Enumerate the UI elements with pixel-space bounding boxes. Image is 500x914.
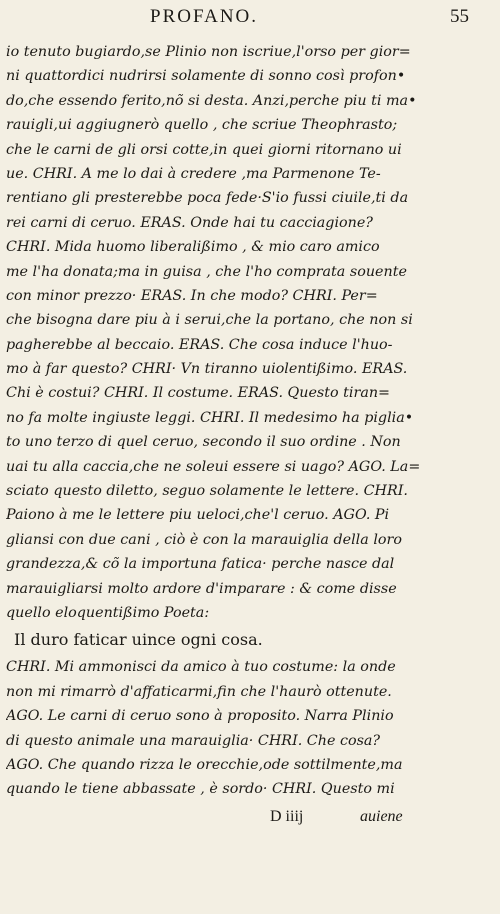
catchword: auiene bbox=[360, 808, 403, 825]
text-line: rauigli,ui aggiugnerò quello , che scriue Theophrasto; bbox=[6, 117, 398, 134]
verse-line: Il duro faticar uince ogni cosa. bbox=[14, 630, 263, 650]
text-line: che le carni de gli orsi cotte,in quei giorni ritornano ui bbox=[6, 141, 402, 158]
text-line: to uno terzo di quel ceruo, secondo il suo ordine . Non bbox=[6, 434, 401, 451]
text-line: io tenuto bugiardo,se Plinio non iscriue,l'orso per gior= bbox=[6, 44, 411, 60]
text-line: AGO. Che quando rizza le orecchie,ode sottilmente,ma bbox=[6, 756, 403, 773]
text-line: no fa molte ingiuste leggi. CHRI. Il medesimo ha piglia• bbox=[6, 409, 414, 426]
text-line: sciato questo diletto, seguo solamente le lettere. CHRI. bbox=[6, 483, 408, 500]
text-line: grandezza,& cõ la importuna fatica· perche nasce dal bbox=[6, 556, 395, 573]
running-head bbox=[0, 6, 500, 32]
text-line: pagherebbe al beccaio. ERAS. Che cosa induce l'huo- bbox=[6, 336, 393, 353]
text-line: do,che essendo ferito,nõ si desta. Anzi,perche piu ti ma• bbox=[6, 92, 417, 109]
text-line: CHRI. Mi ammonisci da amico à tuo costume: la onde bbox=[6, 659, 396, 676]
text-line: con minor prezzo· ERAS. In che modo? CHRI. Per= bbox=[6, 287, 378, 304]
text-line: Chi è costui? CHRI. Il costume. ERAS. Questo tiran= bbox=[6, 385, 391, 402]
text-line: rentiano gli presterebbe poca fede·S'io fussi ciuile,ti da bbox=[6, 190, 409, 207]
text-line: AGO. Le carni di ceruo sono à proposito. Narra Plinio bbox=[6, 708, 394, 725]
text-line: ni quattordici nudrirsi solamente di sonno così profon• bbox=[6, 68, 406, 85]
text-line: mo à far questo? CHRI· Vn tiranno uiolentißimo. ERAS. bbox=[6, 361, 408, 378]
running-title: PROFANO. bbox=[150, 6, 259, 27]
body-text bbox=[6, 40, 438, 802]
text-line: uai tu alla caccia,che ne soleui essere si uago? AGO. La= bbox=[6, 458, 421, 475]
text-line: di questo animale una marauiglia· CHRI. Che cosa? bbox=[6, 732, 381, 749]
text-line: che bisogna dare piu à i serui,che la portano, che non si bbox=[6, 312, 413, 329]
text-line: ue. CHRI. A me lo dai à credere ,ma Parmenone Te- bbox=[6, 165, 381, 182]
text-line: me l'ha donata;ma in guisa , che l'ho comprata souente bbox=[6, 263, 407, 280]
text-line: quando le tiene abbassate , è sordo· CHRI. Questo mi bbox=[6, 781, 395, 798]
text-line: rei carni di ceruo. ERAS. Onde hai tu cacciagione? bbox=[6, 214, 373, 231]
page-number: 55 bbox=[450, 6, 469, 27]
text-line: CHRI. Mida huomo liberalißimo , & mio caro amico bbox=[6, 239, 380, 256]
text-line: marauigliarsi molto ardore d'imparare : & come disse bbox=[6, 580, 397, 597]
signature-mark: D iiij bbox=[270, 808, 304, 825]
text-line: non mi rimarrò d'affaticarmi,fin che l'haurò ottenute. bbox=[6, 683, 392, 700]
text-line: quello eloquentißimo Poeta: bbox=[6, 604, 210, 621]
catchline bbox=[0, 808, 500, 834]
text-line: gliansi con due cani , ciò è con la marauiglia della loro bbox=[6, 531, 402, 548]
text-line: Paiono à me le lettere piu ueloci,che'l ceruo. AGO. Pi bbox=[6, 507, 390, 524]
